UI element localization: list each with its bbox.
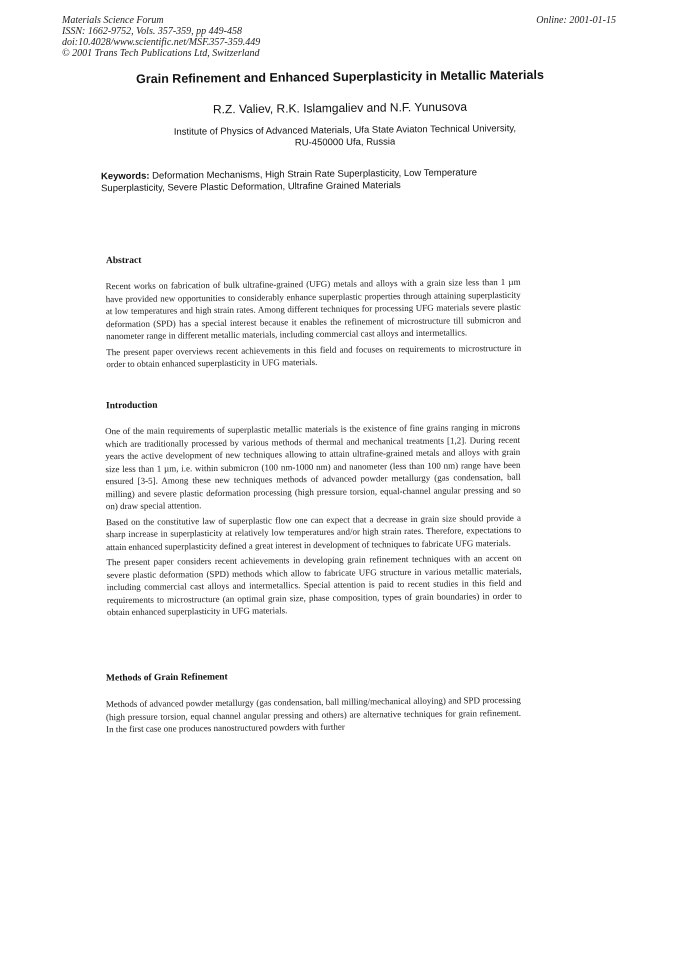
online-date: Online: 2001-01-15 [536,15,616,26]
introduction-paragraph-1: One of the main requirements of superplastic metallic materials is the existence of fine grains ranging in microns which are traditionally processed by various methods of thermal and mechanical treatments [1,2]. During recent years the active development of new techniques allowing to attain ultrafine-grained metals and alloys with grain size less than 1 µm, i.e. within submicron (100 nm-1000 nm) and nanometer (less than 100 nm) range have been ensured [3-5]. Among these new techniques methods of advanced powder metallurgy (gas condensation, ball milling) and severe plastic deformation processing (high pressure torsion, equal-channel angular pressing and so on) draw special attention. [104,421,521,512]
journal-doi[interactable]: doi:10.4028/www.scientific.net/MSF.357-359.449 [62,37,261,48]
paper-affiliation [100,122,590,151]
introduction-body [105,421,522,622]
methods-body [106,694,521,739]
introduction-paragraph-2: Based on the constitutive law of superplastic flow one can expect that a decrease in grain size should provide a sharp increase in superplasticity at relatively low temperatures and/or high strain rates. Therefore, expectations to attain enhanced superplasticity defined a great interest in development of techniques to fabricate UFG materials. [105,512,522,552]
introduction-heading: Introduction [105,400,158,412]
paper-authors: R.Z. Valiev, R.K. Islamgaliev and N.F. Yunusova [212,99,468,117]
methods-heading: Methods of Grain Refinement [105,672,228,684]
journal-header [62,15,392,59]
journal-copyright: © 2001 Trans Tech Publications Ltd, Switzerland [62,48,260,59]
journal-issn: ISSN: 1662-9752, Vols. 357-359, pp 449-458 [62,26,242,37]
abstract-heading: Abstract [105,255,142,267]
affiliation-line-1: Institute of Physics of Advanced Materials, Ufa State Aviaton Technical University, [173,123,517,138]
abstract-paragraph-2: The present paper overviews recent achievements in this field and focuses on requirements to microstructure in order to obtain enhanced superplasticity in UFG materials. [106,342,522,370]
methods-paragraph-1: Methods of advanced powder metallurgy (gas condensation, ball milling/mechanical alloying) and SPD processing (high pressure torsion, equal channel angular pressing and others) are alternative techniques for grain refinement. In the first case one produces nanostructured powders with further [105,694,522,735]
paper-title: Grain Refinement and Enhanced Superplasticity in Metallic Materials [136,67,544,87]
abstract-paragraph-1: Recent works on fabrication of bulk ultrafine-grained (UFG) metals and alloys with a grain size less than 1 µm have provided new opportunities to considerably enhance superplastic properties through attaining superplasticity at low temperatures and high strain rates. Among different techniques for processing UFG materials severe plastic deformation (SPD) has a special interest because it enables the refinement of microstructure till submicron and nanometer range in different metallic materials, including commercial cast alloys and intermetallics. [105,276,522,342]
journal-name: Materials Science Forum [62,15,164,26]
introduction-paragraph-3: The present paper considers recent achievements in developing grain refinement techniques with an accent on severe plastic deformation (SPD) methods which allow to fabricate UFG structure in various metallic materials, including commercial cast alloys and intermetallics. Special attention is paid to recent studies in this field and requirements to microstructure (an optimal grain size, phase composition, types of grain boundaries) in order to obtain enhanced superplasticity in UFG materials. [106,552,522,618]
affiliation-line-2: RU-450000 Ufa, Russia [294,136,396,149]
keywords-text: Deformation Mechanisms, High Strain Rate Superplasticity, Low Temperature Superplasticity, Severe Plastic Deformation, Ultrafine Grained Materials [101,167,478,195]
abstract-body [106,276,522,374]
keywords [101,167,521,195]
keywords-label: Keywords: [100,170,150,183]
